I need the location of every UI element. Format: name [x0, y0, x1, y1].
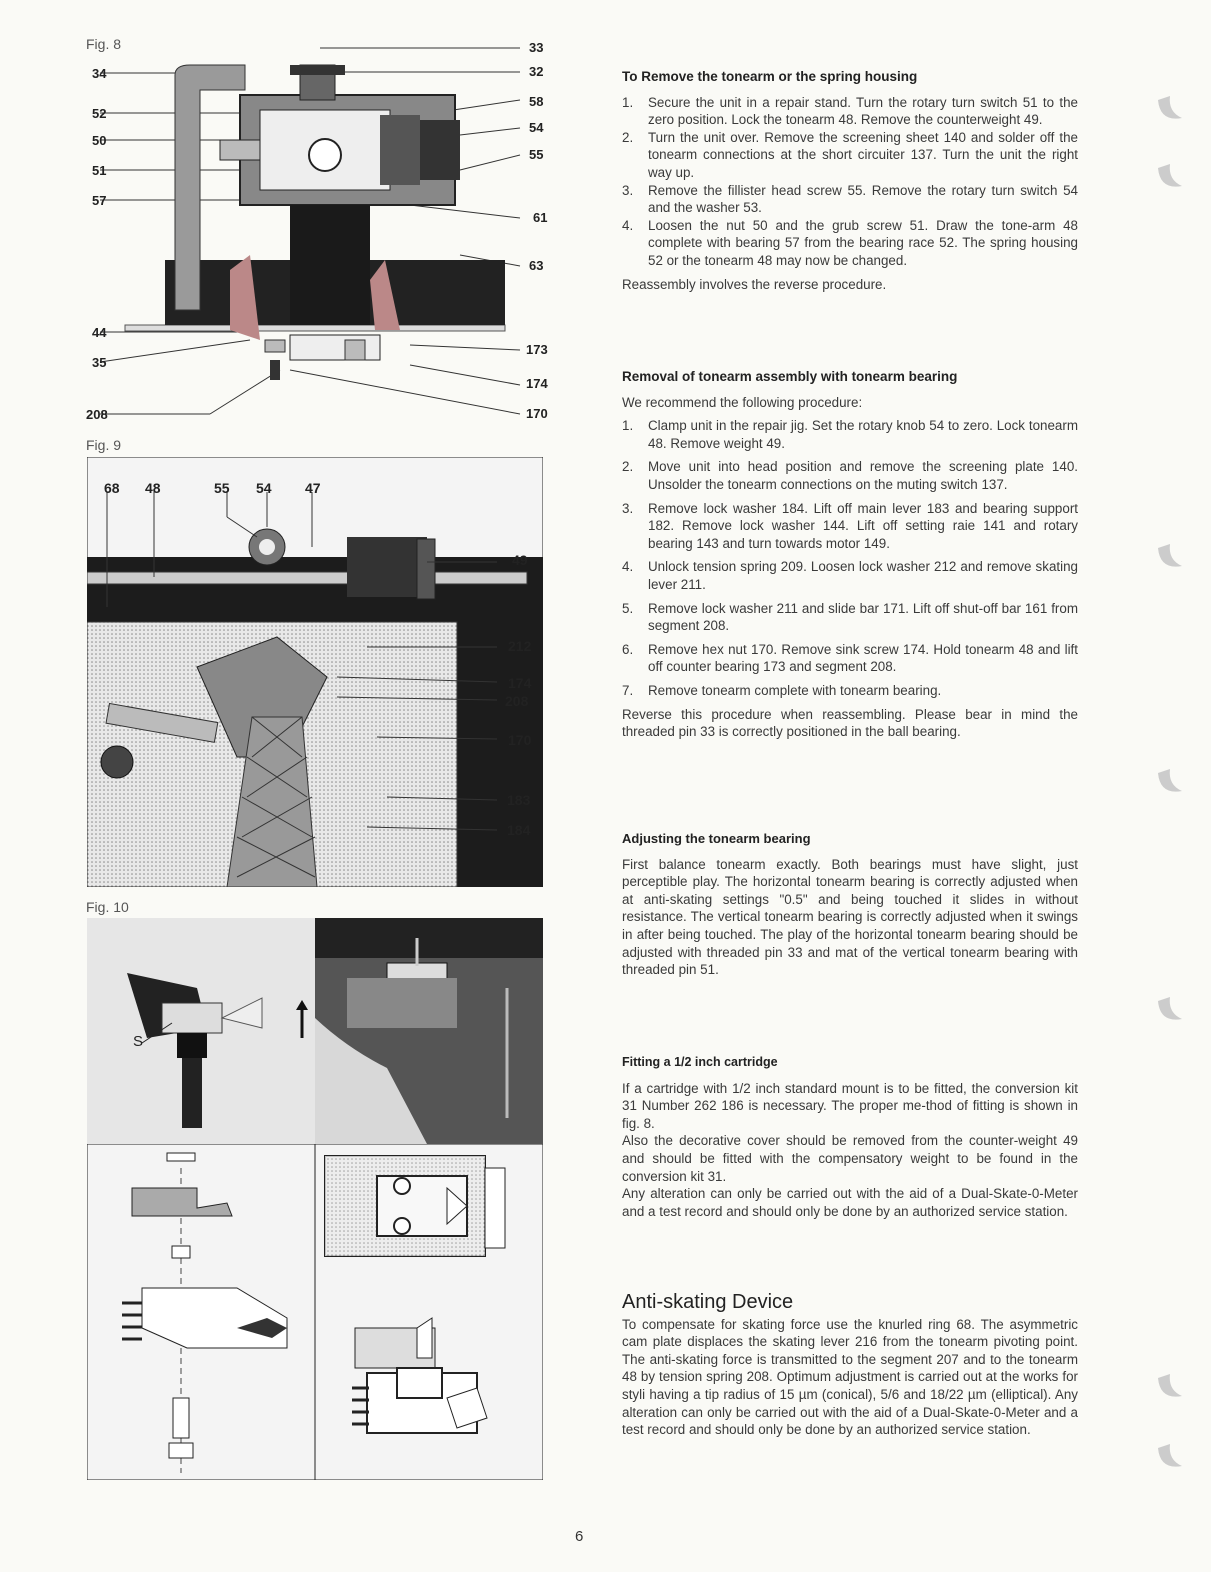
fig9-callout-55: 55	[214, 480, 230, 496]
punch-hole-icon	[1150, 993, 1190, 1033]
fig9-callout-183: 183	[507, 792, 531, 808]
body-adjusting: First balance tonearm exactly. Both bearings must have slight, just perceptible play. The horizontal tonearm bearing is correctly adjusted when at anti-skating settings "0.5" and being touched it slides in without resistance. The vertical tonearm bearing is correctly adjusted when it swings in after being touched. The play of the horizontal tonearm bearing should be adjusted with threaded pin 33 and mat of the vertical tonearm bearing with threaded pin 51.	[622, 856, 1078, 978]
punch-hole-icon	[1150, 540, 1190, 580]
fig8-callout-33: 33	[529, 40, 544, 55]
fig8-callout-51: 51	[92, 163, 107, 178]
step: 3. Remove lock washer 184. Lift off main lever 183 and bearing support 182. Remove lock washer 144. Lift off setting raie 141 and rotary bearing 143 and turn towards motor 149.	[622, 500, 1078, 551]
fig9-callout-54: 54	[256, 480, 272, 496]
section-fitting	[622, 1054, 1078, 1220]
fig8-callout-34: 34	[92, 66, 107, 81]
fig9-callout-174: 174	[508, 675, 532, 691]
note-removal-assembly: Reverse this procedure when reassembling. Please bear in mind the threaded pin 33 is correctly positioned in the ball bearing.	[622, 706, 1078, 740]
step: 7. Remove tonearm complete with tonearm bearing.	[622, 682, 942, 698]
note-remove-tonearm: Reassembly involves the reverse procedure.	[622, 276, 887, 292]
punch-hole-icon	[1150, 92, 1190, 132]
fig9-callout-184: 184	[507, 822, 531, 838]
heading-antiskating: Anti-skating Device	[622, 1291, 794, 1313]
heading-remove-tonearm: To Remove the tonearm or the spring housing	[622, 69, 918, 84]
section-antiskating	[622, 1291, 1078, 1439]
step: 1. Clamp unit in the repair jig. Set the rotary knob 54 to zero. Lock tonearm 48. Remove weight 49.	[622, 418, 1078, 451]
step: 4. Loosen the nut 50 and the grub screw 51. Draw the tone-arm 48 complete with bearing 57 from the bearing race 52. The spring housing 52 or the tonearm 48 may now be changed.	[622, 217, 1078, 268]
punch-hole-icon	[1150, 160, 1190, 200]
fig9-callout-208: 208	[505, 693, 529, 709]
fig8-label: Fig. 8	[86, 36, 122, 52]
fig8-callout-55: 55	[529, 147, 544, 162]
fig9-callout-212: 212	[508, 638, 532, 654]
fig9-label: Fig. 9	[86, 437, 122, 453]
fig8-callout-61: 61	[533, 210, 548, 225]
step: 6. Remove hex nut 170. Remove sink screw 174. Hold tonearm 48 and lift off counter bearing 173 and segment 208.	[622, 641, 1078, 675]
fig9-callout-170: 170	[508, 732, 532, 748]
fig8-callout-32: 32	[529, 64, 544, 79]
heading-removal-assembly: Removal of tonearm assembly with tonearm bearing	[622, 369, 958, 384]
heading-fitting: Fitting a 1/2 inch cartridge	[622, 1055, 778, 1069]
fig8-callout-208: 208	[86, 407, 108, 422]
page-number: 6	[575, 1528, 584, 1545]
fitting-p2: Also the decorative cover should be removed from the counter-weight 49 and should be fitted with the compensatory weight to be found in the conversion kit 31.	[622, 1133, 1078, 1184]
fig9-callout-47: 47	[305, 480, 321, 496]
fig10-drawing	[87, 918, 543, 1480]
fig8-callout-170: 170	[526, 406, 548, 421]
fig8-callout-58: 58	[529, 94, 544, 109]
section-adjusting	[622, 830, 1078, 979]
fig8-callout-50: 50	[92, 133, 107, 148]
body-antiskating: To compensate for skating force use the knurled ring 68. The asymmetric cam plate displaces the skating lever 216 from the tonearm pivoting point. The anti-skating force is transmitted to the segment 207 and to the tonearm 48 by tension spring 208. Optimum adjustment is carried out at the works for styli having a tip radius of 15 µm (conical), 5/6 and 18/22 µm (elliptical). Any alteration can only be carried out with the aid of a Dual-Skate-0-Meter and a test record and should only be done by an authorized service station.	[622, 1316, 1078, 1438]
step: 1. Secure the unit in a repair stand. Turn the rotary turn switch 51 to the zero position. Lock the tonearm 48. Remove the counterweight 49.	[622, 94, 1078, 128]
heading-adjusting: Adjusting the tonearm bearing	[622, 831, 811, 846]
steps-removal-assembly	[622, 417, 1078, 699]
fig9-callout-48: 48	[145, 480, 161, 496]
fig8-callout-54: 54	[529, 120, 544, 135]
fig8-callout-63: 63	[529, 258, 544, 273]
fig8-callout-174: 174	[526, 376, 548, 391]
fig8-callout-35: 35	[92, 355, 107, 370]
fig8-drawing	[80, 40, 550, 430]
section-remove-tonearm	[622, 68, 1078, 293]
fig8-callout-52: 52	[92, 106, 107, 121]
fig10-label: Fig. 10	[86, 899, 129, 915]
section-removal-assembly	[622, 368, 1078, 741]
fitting-p3: Any alteration can only be carried out with the aid of a Dual-Skate-0-Meter and a test record and should only be done by an authorized service station.	[622, 1186, 1078, 1219]
step: 2. Turn the unit over. Remove the screening sheet 140 and solder off the tonearm connections at the short circuiter 137. Turn the unit the right way up.	[622, 129, 1078, 180]
intro-removal-assembly: We recommend the following procedure:	[622, 394, 863, 410]
fig8-callout-44: 44	[92, 325, 107, 340]
fitting-p1: If a cartridge with 1/2 inch standard mount is to be fitted, the conversion kit 31 Number 262 186 is necessary. The proper me-thod of fitting is shown in fig. 8.	[622, 1080, 1078, 1131]
fig9-photo	[87, 457, 543, 887]
steps-remove-tonearm	[622, 94, 1078, 270]
fig8-callout-57: 57	[92, 193, 107, 208]
step: 2. Move unit into head position and remove the screening plate 140. Unsolder the tonearm connections on the muting switch 137.	[622, 459, 1078, 492]
punch-hole-icon	[1150, 765, 1190, 805]
fig9-callout-49: 49	[512, 552, 528, 568]
step: 4. Unlock tension spring 209. Loosen lock washer 212 and remove skating lever 211.	[622, 559, 1078, 592]
step: 5. Remove lock washer 211 and slide bar 171. Lift off shut-off bar 161 from segment 208.	[622, 600, 1078, 634]
fig10-callout-s: S	[133, 1033, 144, 1050]
punch-hole-icon	[1150, 1440, 1190, 1480]
step: 3. Remove the fillister head screw 55. Remove the rotary turn switch 54 and the washer 53.	[622, 182, 1078, 216]
fig9-callout-68: 68	[104, 480, 120, 496]
fig8-callout-173: 173	[526, 342, 548, 357]
punch-hole-icon	[1150, 1370, 1190, 1410]
